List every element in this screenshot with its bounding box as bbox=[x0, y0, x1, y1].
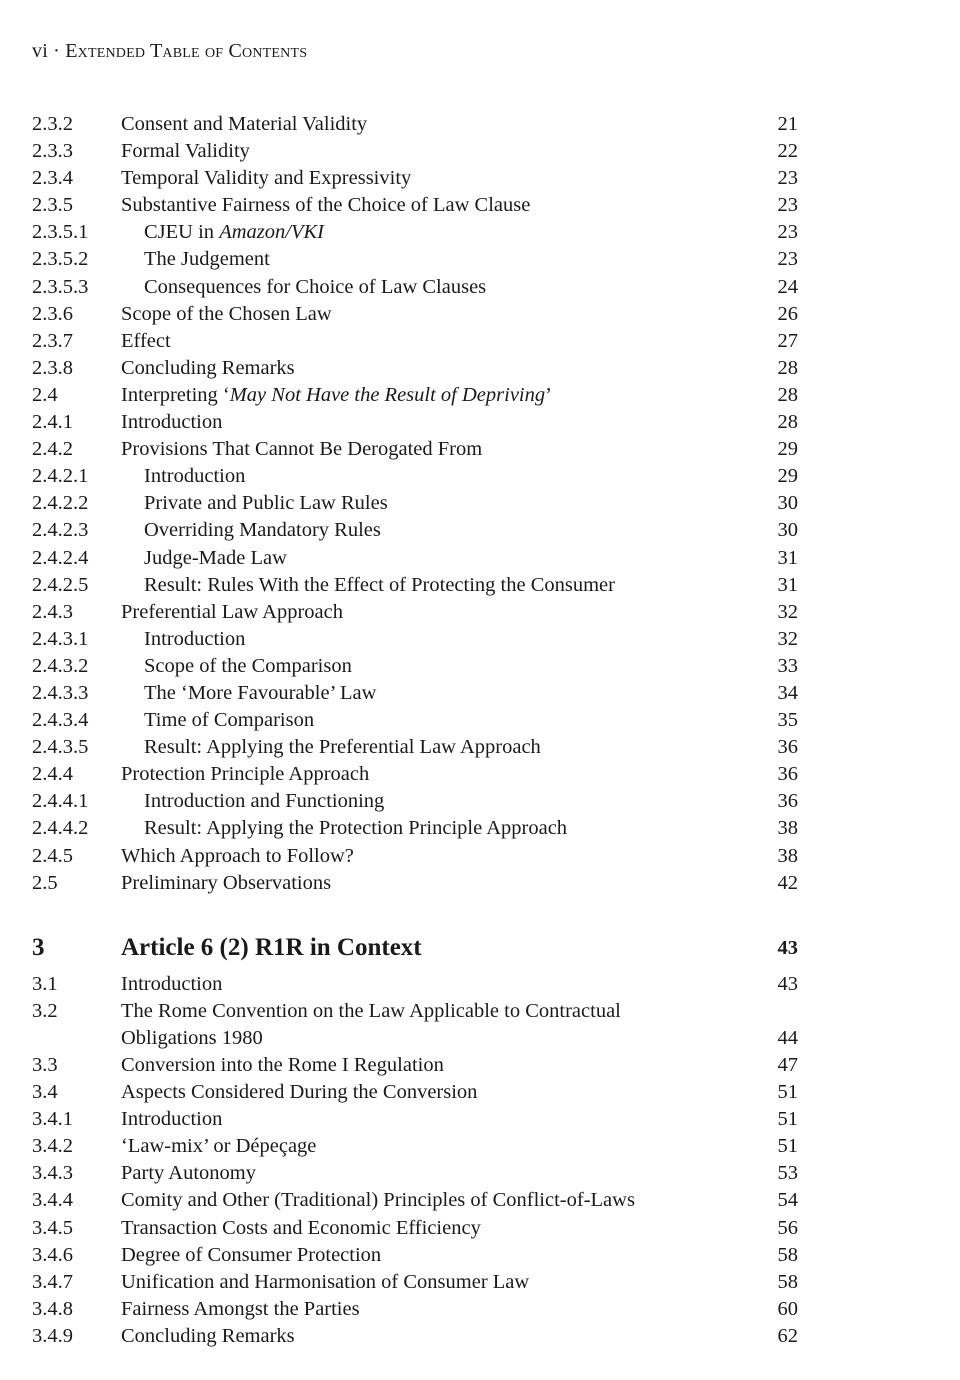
toc-entry[interactable] bbox=[0, 463, 960, 490]
toc-entry-number: 2.5 bbox=[32, 871, 58, 894]
toc-entry[interactable] bbox=[0, 626, 960, 653]
toc-entry-number: 2.4.2.4 bbox=[32, 546, 89, 569]
toc-entry[interactable] bbox=[0, 1242, 960, 1269]
toc-entry-title: Introduction bbox=[144, 465, 246, 488]
toc-entry[interactable] bbox=[0, 734, 960, 761]
toc-entry-title: Protection Principle Approach bbox=[121, 763, 370, 786]
toc-entry-number: 3.4.9 bbox=[32, 1324, 73, 1347]
toc-entry-page: 43 bbox=[777, 972, 798, 995]
toc-entry-title: Scope of the Chosen Law bbox=[121, 302, 332, 325]
toc-entry-page: 62 bbox=[777, 1324, 798, 1347]
toc-entry[interactable] bbox=[0, 192, 960, 219]
toc-entry-number: 3.3 bbox=[32, 1054, 58, 1076]
toc-entry-title: Time of Comparison bbox=[144, 709, 315, 732]
toc-entry-number: 2.4.2.5 bbox=[32, 573, 89, 596]
running-head-title: Extended Table of Contents bbox=[65, 40, 308, 62]
toc-entry-page: 31 bbox=[777, 546, 798, 569]
toc-entry-page: 23 bbox=[777, 221, 798, 244]
toc-entry-number: 3.4.5 bbox=[32, 1216, 73, 1239]
toc-entry-page: 53 bbox=[777, 1162, 798, 1185]
toc-entry-title: Which Approach to Follow? bbox=[121, 844, 354, 867]
toc-entry-page: 26 bbox=[777, 302, 798, 325]
chapter-title: Article 6 (2) R1R in Context bbox=[121, 933, 422, 961]
toc-entry-page: 28 bbox=[777, 411, 798, 434]
toc-entry-title: Scope of the Comparison bbox=[144, 654, 352, 677]
toc-entry-number: 2.4.2.3 bbox=[32, 519, 89, 542]
toc-entry-number: 2.4.3.1 bbox=[32, 627, 89, 650]
toc-entry-title: Result: Applying the Protection Principle Approach bbox=[144, 817, 568, 840]
toc-entry-number: 3.4.1 bbox=[32, 1108, 73, 1131]
toc-entry-title: Introduction and Functioning bbox=[144, 790, 385, 813]
toc-entry[interactable] bbox=[0, 165, 960, 192]
toc-entry-title: Overriding Mandatory Rules bbox=[144, 519, 381, 542]
toc-group bbox=[0, 1052, 960, 1350]
toc-entry-number: 3.4.4 bbox=[32, 1189, 73, 1212]
toc-group bbox=[0, 409, 960, 897]
toc-entry-title: CJEU in Amazon/VKI bbox=[144, 221, 324, 244]
toc-entry[interactable] bbox=[0, 490, 960, 517]
toc-entry-page: 36 bbox=[777, 736, 798, 759]
toc-entry-number: 2.3.5.3 bbox=[32, 275, 89, 298]
toc-entry[interactable] bbox=[0, 788, 960, 815]
toc-entry[interactable] bbox=[0, 653, 960, 680]
toc-entry-number: 3.4.6 bbox=[32, 1243, 73, 1266]
toc-entry-title: Unification and Harmonisation of Consumer Law bbox=[121, 1270, 530, 1293]
toc-entry-page: 30 bbox=[777, 519, 798, 542]
toc-entry-continuation[interactable] bbox=[0, 1025, 960, 1052]
toc-entry-title: ‘Law-mix’ or Dépeçage bbox=[121, 1135, 317, 1158]
toc-entry-page: 27 bbox=[777, 329, 798, 352]
toc-entry-page: 29 bbox=[777, 465, 798, 488]
toc-entry-number: 2.4 bbox=[32, 383, 58, 406]
toc-entry[interactable] bbox=[0, 328, 960, 355]
toc-entry-title: Party Autonomy bbox=[121, 1162, 256, 1185]
toc-entry[interactable] bbox=[0, 1269, 960, 1296]
toc-entry-page: 35 bbox=[777, 709, 798, 732]
toc-entry-title: Consent and Material Validity bbox=[121, 113, 368, 135]
toc-entry[interactable] bbox=[0, 815, 960, 842]
toc-entry[interactable] bbox=[0, 707, 960, 734]
toc-entry-page: 58 bbox=[777, 1243, 798, 1266]
toc-entry-number: 2.3.6 bbox=[32, 302, 73, 325]
table-of-contents bbox=[0, 111, 960, 1350]
toc-entry[interactable] bbox=[0, 843, 960, 870]
toc-entry-page: 36 bbox=[777, 790, 798, 813]
chapter-page: 43 bbox=[777, 936, 798, 959]
toc-entry[interactable] bbox=[0, 1052, 960, 1079]
toc-entry-number: 2.4.3 bbox=[32, 600, 73, 623]
toc-entry-page: 28 bbox=[777, 356, 798, 379]
toc-entry-title: Provisions That Cannot Be Derogated From bbox=[121, 438, 483, 461]
toc-entry-title: Introduction bbox=[121, 411, 223, 434]
toc-entry-title-continued: Obligations 1980 bbox=[121, 1026, 263, 1049]
toc-entry-title: The Judgement bbox=[144, 248, 270, 271]
toc-entry-title: Substantive Fairness of the Choice of Law Clause bbox=[121, 194, 531, 217]
folio: vi bbox=[32, 40, 48, 62]
toc-entry-page: 51 bbox=[777, 1108, 798, 1131]
toc-entry-number: 3.4 bbox=[32, 1081, 58, 1104]
toc-entry-number: 2.4.3.4 bbox=[32, 709, 89, 732]
toc-entry-number: 2.3.3 bbox=[32, 140, 73, 163]
toc-entry-number: 2.4.2.2 bbox=[32, 492, 89, 515]
toc-entry-title: Formal Validity bbox=[121, 140, 250, 163]
toc-entry-page: 23 bbox=[777, 248, 798, 271]
toc-entry-page: 23 bbox=[777, 167, 798, 190]
running-head-separator: · bbox=[53, 40, 61, 62]
toc-entry[interactable] bbox=[0, 761, 960, 788]
toc-entry-page: 36 bbox=[777, 763, 798, 786]
toc-entry-title: Temporal Validity and Expressivity bbox=[121, 167, 412, 190]
chapter-number: 3 bbox=[32, 933, 45, 961]
toc-entry-page: 31 bbox=[777, 573, 798, 596]
toc-entry-title: Degree of Consumer Protection bbox=[121, 1243, 382, 1266]
toc-entry-title: Comity and Other (Traditional) Principles of Conflict-of-Laws bbox=[121, 1189, 635, 1212]
toc-entry-title: Consequences for Choice of Law Clauses bbox=[144, 275, 487, 298]
toc-entry-title: Judge-Made Law bbox=[144, 546, 287, 569]
toc-entry[interactable] bbox=[0, 1079, 960, 1106]
toc-entry-number: 2.4.3.2 bbox=[32, 654, 89, 677]
toc-entry-page: 21 bbox=[777, 113, 798, 135]
toc-entry[interactable] bbox=[0, 680, 960, 707]
toc-entry[interactable] bbox=[0, 436, 960, 463]
toc-entry-number: 2.4.2.1 bbox=[32, 465, 89, 488]
toc-entry-page: 38 bbox=[777, 844, 798, 867]
toc-entry[interactable] bbox=[0, 111, 960, 138]
toc-entry-page: 34 bbox=[777, 681, 798, 704]
toc-entry-number: 2.3.5.1 bbox=[32, 221, 89, 244]
toc-entry[interactable] bbox=[0, 1187, 960, 1214]
toc-entry-title: Introduction bbox=[121, 1108, 223, 1131]
toc-entry[interactable] bbox=[0, 1133, 960, 1160]
toc-entry-page: 28 bbox=[777, 383, 798, 406]
toc-entry-page: 30 bbox=[777, 492, 798, 515]
toc-entry-number: 2.3.4 bbox=[32, 167, 73, 190]
toc-entry-page: 58 bbox=[777, 1270, 798, 1293]
running-head bbox=[32, 40, 307, 63]
toc-entry-title: Interpreting ‘May Not Have the Result of Depriving’ bbox=[121, 383, 552, 406]
toc-entry-number: 3.4.7 bbox=[32, 1270, 73, 1293]
toc-entry-page: 47 bbox=[777, 1054, 798, 1076]
toc-entry-number: 2.3.7 bbox=[32, 329, 73, 352]
toc-entry[interactable] bbox=[0, 870, 960, 897]
toc-entry-page: 38 bbox=[777, 817, 798, 840]
toc-entry-number: 2.4.4 bbox=[32, 763, 73, 786]
toc-entry[interactable] bbox=[0, 1215, 960, 1242]
toc-entry-number: 3.4.2 bbox=[32, 1135, 73, 1158]
toc-entry-number: 3.1 bbox=[32, 972, 58, 995]
toc-entry-page: 54 bbox=[777, 1189, 798, 1212]
toc-entry-number: 2.4.3.3 bbox=[32, 681, 89, 704]
toc-entry-title: Private and Public Law Rules bbox=[144, 492, 388, 515]
toc-entry[interactable] bbox=[0, 301, 960, 328]
toc-entry[interactable] bbox=[0, 138, 960, 165]
chapter-heading[interactable] bbox=[0, 929, 960, 967]
toc-entry[interactable] bbox=[0, 998, 960, 1025]
toc-entry-number: 3.4.8 bbox=[32, 1297, 73, 1320]
toc-entry-title: Fairness Amongst the Parties bbox=[121, 1297, 360, 1320]
toc-entry-page: 44 bbox=[777, 1026, 798, 1049]
toc-entry-number: 2.3.8 bbox=[32, 356, 73, 379]
toc-entry[interactable] bbox=[0, 1160, 960, 1187]
toc-entry-title: Concluding Remarks bbox=[121, 1324, 295, 1347]
toc-entry-number: 3.4.3 bbox=[32, 1162, 73, 1185]
toc-entry-page: 29 bbox=[777, 438, 798, 461]
toc-entry-title: The ‘More Favourable’ Law bbox=[144, 681, 377, 704]
toc-entry-page: 56 bbox=[777, 1216, 798, 1239]
toc-entry[interactable] bbox=[0, 1323, 960, 1350]
toc-entry-title: Preferential Law Approach bbox=[121, 600, 343, 623]
toc-entry-title: Preliminary Observations bbox=[121, 871, 332, 894]
toc-entry-number: 2.4.5 bbox=[32, 844, 73, 867]
toc-entry-title: Transaction Costs and Economic Efficiency bbox=[121, 1216, 481, 1239]
toc-entry[interactable] bbox=[0, 545, 960, 572]
toc-entry-number: 2.4.4.2 bbox=[32, 817, 89, 840]
toc-entry-title: Result: Applying the Preferential Law Approach bbox=[144, 736, 541, 759]
toc-entry-title: Conversion into the Rome I Regulation bbox=[121, 1054, 444, 1076]
toc-entry-page: 51 bbox=[777, 1081, 798, 1104]
toc-entry-number: 3.2 bbox=[32, 999, 58, 1022]
toc-group bbox=[0, 971, 960, 998]
toc-entry[interactable] bbox=[0, 1296, 960, 1323]
toc-entry[interactable] bbox=[0, 409, 960, 436]
toc-entry[interactable] bbox=[0, 274, 960, 301]
toc-entry[interactable] bbox=[0, 1106, 960, 1133]
toc-entry[interactable] bbox=[0, 246, 960, 273]
toc-entry[interactable] bbox=[0, 599, 960, 626]
toc-entry[interactable] bbox=[0, 517, 960, 544]
toc-entry[interactable] bbox=[0, 971, 960, 998]
toc-entry-title: Introduction bbox=[121, 972, 223, 995]
toc-entry-title: The Rome Convention on the Law Applicable to Contractual bbox=[121, 999, 621, 1022]
toc-entry-page: 42 bbox=[777, 871, 798, 894]
toc-entry-title: Concluding Remarks bbox=[121, 356, 295, 379]
toc-group bbox=[0, 111, 960, 219]
toc-entry-title: Effect bbox=[121, 329, 171, 352]
toc-entry-number: 2.4.2 bbox=[32, 438, 73, 461]
toc-entry[interactable] bbox=[0, 355, 960, 382]
toc-entry-number: 2.4.3.5 bbox=[32, 736, 89, 759]
toc-entry-title: Introduction bbox=[144, 627, 246, 650]
toc-entry-page: 60 bbox=[777, 1297, 798, 1320]
toc-entry[interactable] bbox=[0, 572, 960, 599]
toc-entry[interactable] bbox=[0, 382, 960, 409]
toc-entry-page: 33 bbox=[777, 654, 798, 677]
toc-entry-title: Aspects Considered During the Conversion bbox=[121, 1081, 478, 1104]
toc-entry[interactable] bbox=[0, 219, 960, 246]
toc-entry-page: 24 bbox=[777, 275, 798, 298]
toc-entry-page: 22 bbox=[777, 140, 798, 163]
toc-entry-number: 2.4.1 bbox=[32, 411, 73, 434]
toc-entry-page: 32 bbox=[777, 627, 798, 650]
toc-entry-page: 32 bbox=[777, 600, 798, 623]
toc-entry-page: 51 bbox=[777, 1135, 798, 1158]
toc-entry-title: Result: Rules With the Effect of Protecting the Consumer bbox=[144, 573, 615, 596]
toc-group bbox=[0, 246, 960, 381]
toc-entry-number: 2.4.4.1 bbox=[32, 790, 89, 813]
toc-entry-page: 23 bbox=[777, 194, 798, 217]
toc-entry-number: 2.3.2 bbox=[32, 113, 73, 135]
toc-entry-number: 2.3.5 bbox=[32, 194, 73, 217]
toc-entry-number: 2.3.5.2 bbox=[32, 248, 89, 271]
